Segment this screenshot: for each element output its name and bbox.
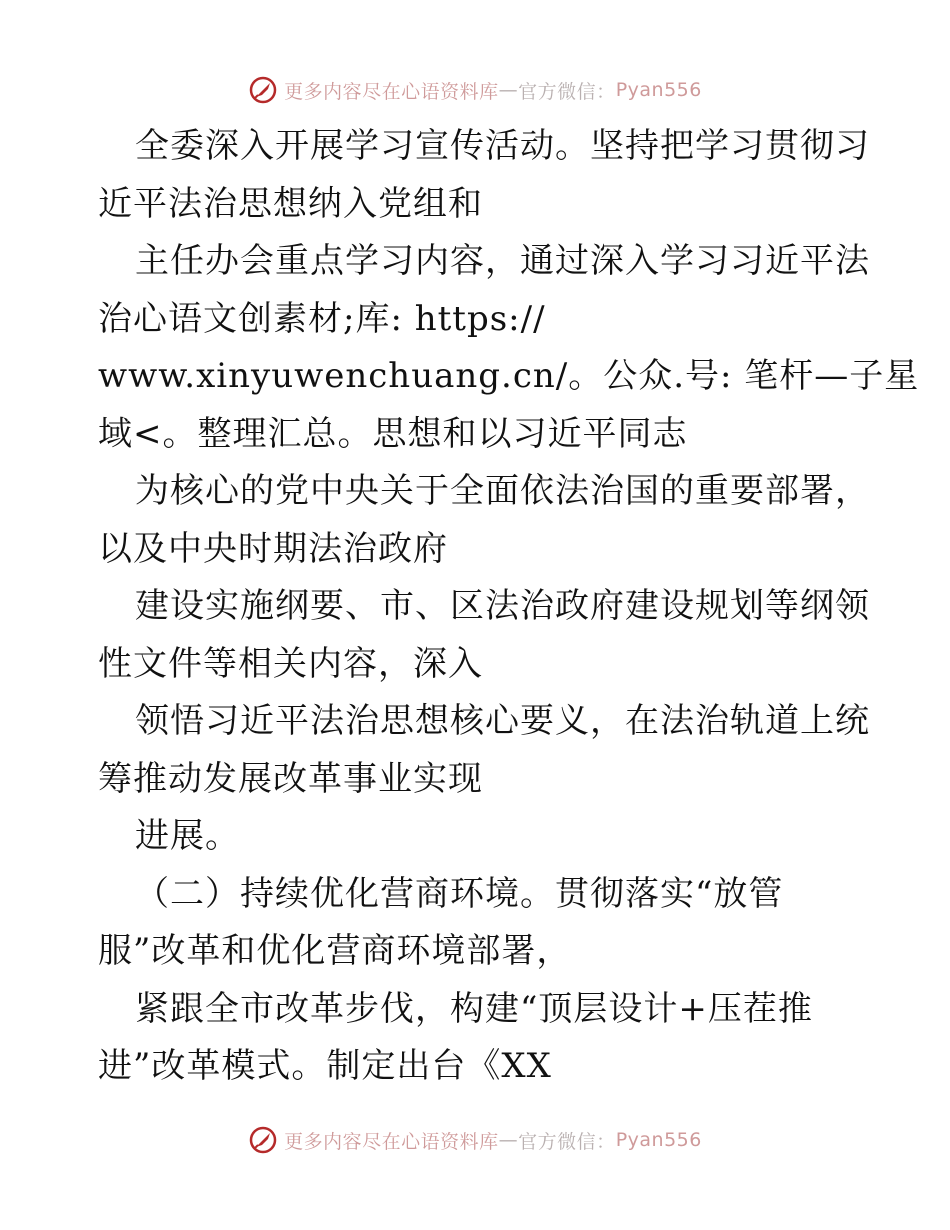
- watermark-wechat-id: Pyan556: [615, 1129, 702, 1151]
- watermark-sub-text: 官方微信：: [518, 80, 616, 103]
- text-line: 进”改革模式。制定出台《XX: [98, 1046, 552, 1086]
- text-line: 治心语文创素材;库: https://: [98, 298, 546, 339]
- text-line: 以及中央时期法治政府: [98, 528, 448, 569]
- quill-logo-icon: [248, 75, 278, 105]
- text-line: 主任办会重点学习内容，通过深入学习习近平法: [135, 241, 870, 281]
- quill-logo-icon: [248, 1125, 278, 1155]
- text-line: 域<。整理汇总。思想和以习近平同志: [98, 413, 688, 454]
- text-line: 性文件等相关内容，深入: [98, 643, 483, 684]
- document-body: [98, 118, 920, 1096]
- text-line: 为核心的党中央关于全面依法治国的重要部署，: [135, 471, 870, 511]
- text-line: 领悟习近平法治思想核心要义，在法治轨道上统: [135, 701, 870, 741]
- text-line: 建设实施纲要、市、区法治政府建设规划等纲领: [135, 586, 870, 626]
- text-line: 紧跟全市改革步伐，构建“顶层设计+压茬推: [135, 988, 813, 1029]
- watermark-main-text: 更多内容尽在心语资料库: [284, 80, 499, 103]
- text-line: 筹推动发展改革事业实现: [98, 758, 483, 799]
- text-line: 进展。: [135, 816, 240, 856]
- text-line: 近平法治思想纳入党组和: [98, 183, 483, 224]
- text-line: 服”改革和优化营商环境部署，: [98, 931, 572, 971]
- watermark-dash: —: [498, 79, 519, 101]
- footer-watermark: [0, 1120, 950, 1160]
- text-line: （二）持续优化营商环境。贯彻落实“放管: [135, 873, 784, 914]
- watermark-wechat-id: Pyan556: [615, 79, 702, 101]
- header-watermark: [0, 70, 950, 110]
- text-line: 全委深入开展学习宣传活动。坚持把学习贯彻习: [135, 126, 870, 166]
- watermark-sub-text: 官方微信：: [518, 1130, 616, 1153]
- watermark-dash: —: [498, 1129, 519, 1151]
- watermark-main-text: 更多内容尽在心语资料库: [284, 1130, 499, 1153]
- text-line: www.xinyuwenchuang.cn/。公众.号: 笔杆—子星: [98, 356, 920, 396]
